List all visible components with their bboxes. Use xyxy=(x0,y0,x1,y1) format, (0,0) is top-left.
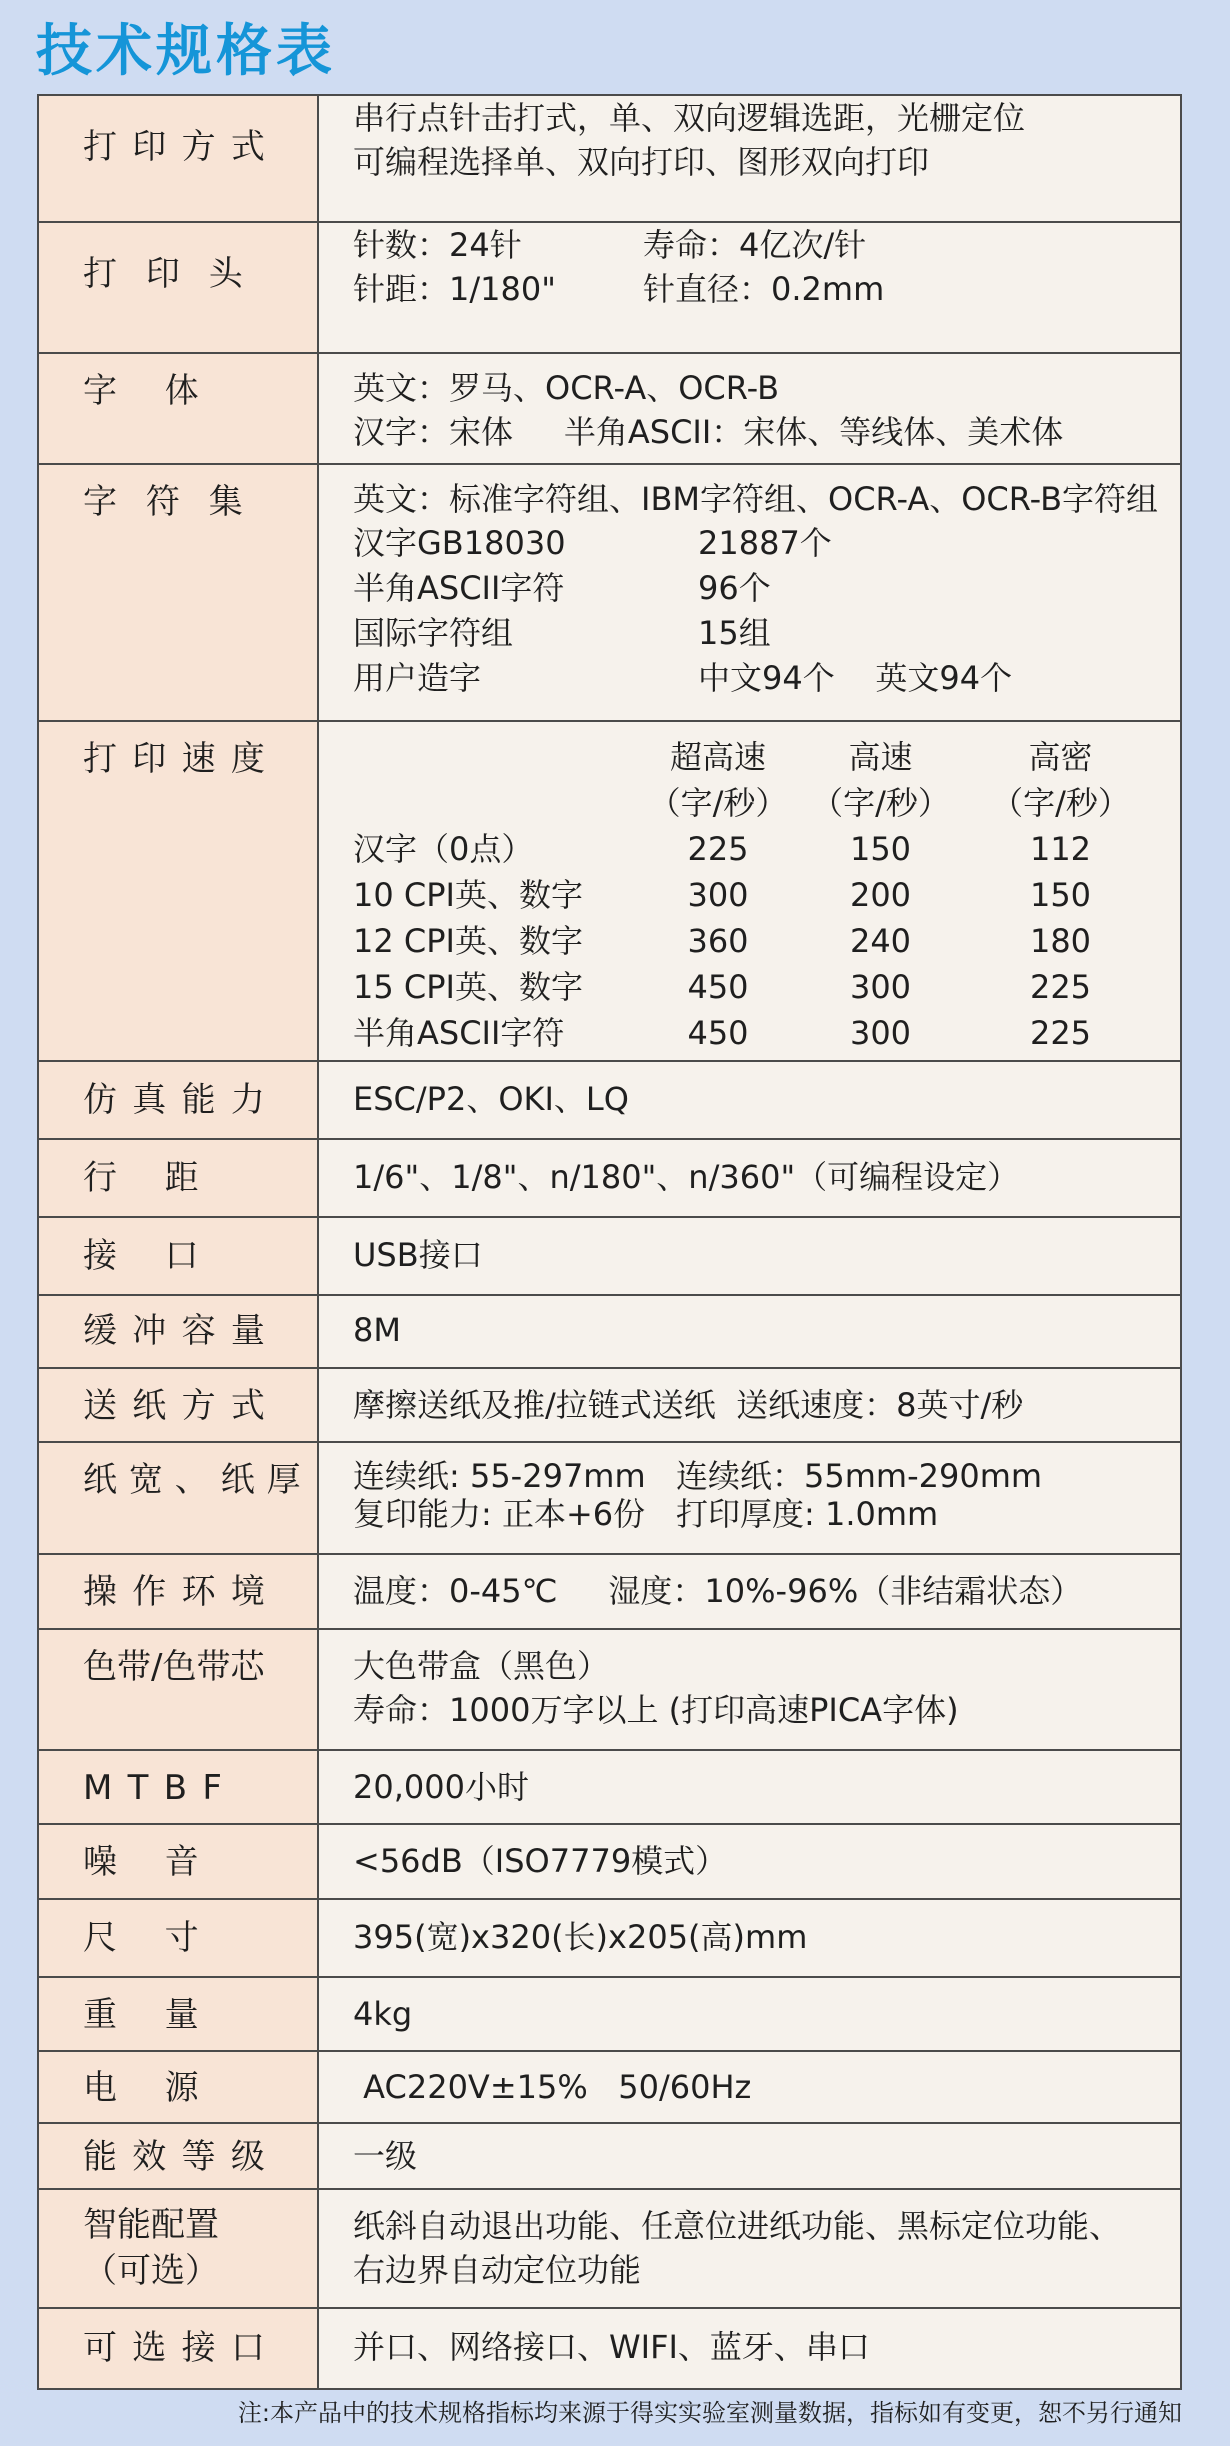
row-label-sub: （可选） xyxy=(83,2251,219,2291)
row-buffer xyxy=(38,1295,1181,1368)
row-label: 能效等级 xyxy=(83,2137,281,2177)
speed-row-label: 15 CPI英、数字 xyxy=(353,968,583,1006)
speed-value: 300 xyxy=(687,876,749,914)
row-value: 一级 xyxy=(353,2137,418,2175)
row-value: 连续纸: 55-297mm xyxy=(353,1457,646,1495)
row-value: <56dB（ISO7779模式） xyxy=(353,1842,728,1880)
row-label: 打印方式 xyxy=(83,127,281,167)
row-smart-config xyxy=(38,2189,1181,2308)
row-label: 纸宽、纸厚 xyxy=(83,1460,313,1500)
row-label: 打印速度 xyxy=(83,739,281,779)
charset-value: 中文94个 英文94个 xyxy=(698,659,1013,697)
row-value: 温度：0-45℃ 湿度：10%-96%（非结霜状态） xyxy=(353,1572,1083,1610)
charset-name: 半角ASCII字符 xyxy=(353,569,565,607)
row-label: 色带/色带芯 xyxy=(83,1647,265,1687)
row-label: 字体 xyxy=(83,371,247,411)
speed-header-unit: （字/秒） xyxy=(811,784,950,822)
row-value: 并口、网络接口、WIFI、蓝牙、串口 xyxy=(353,2328,870,2366)
row-label: 接口 xyxy=(83,1236,247,1276)
speed-value: 200 xyxy=(849,876,912,914)
row-label: 尺寸 xyxy=(83,1918,247,1958)
row-value: 8M xyxy=(353,1311,401,1349)
row-value: 针数：24针 xyxy=(353,226,522,264)
row-value: USB接口 xyxy=(353,1236,483,1274)
row-label: 可选接口 xyxy=(83,2328,281,2368)
row-charset xyxy=(38,464,1181,721)
row-value: 大色带盒（黑色） xyxy=(353,1647,610,1685)
row-label: 重量 xyxy=(83,1995,247,2035)
speed-table xyxy=(353,734,1180,1056)
row-value: 寿命：1000万字以上 (打印高速PICA字体) xyxy=(353,1691,959,1729)
charset-value: 15组 xyxy=(698,614,771,652)
row-value: 打印厚度: 1.0mm xyxy=(676,1495,939,1533)
row-value: 寿命：4亿次/针 xyxy=(643,226,867,264)
speed-value: 150 xyxy=(1029,876,1092,914)
speed-row-label: 10 CPI英、数字 xyxy=(353,876,583,914)
row-label: 仿真能力 xyxy=(83,1080,281,1120)
spec-table xyxy=(37,94,1182,2390)
speed-header: 超高速 xyxy=(669,738,766,776)
row-efficiency xyxy=(38,2123,1181,2189)
row-value: 摩擦送纸及推/拉链式送纸 送纸速度：8英寸/秒 xyxy=(353,1386,1024,1424)
row-print-speed xyxy=(38,721,1181,1061)
row-value: 连续纸：55mm-290mm xyxy=(676,1457,1043,1495)
row-environment xyxy=(38,1554,1181,1629)
footnote: 注:本产品中的技术规格指标均来源于得实实验室测量数据，指标如有变更，恕不另行通知 xyxy=(237,2399,1182,2427)
speed-value: 360 xyxy=(687,922,749,960)
row-value: 4kg xyxy=(353,1995,413,2033)
speed-value: 150 xyxy=(849,830,912,868)
row-value: 395(宽)x320(长)x205(高)mm xyxy=(353,1918,808,1956)
row-value: 1/6"、1/8"、n/180"、n/360"（可编程设定） xyxy=(353,1158,1020,1196)
row-value: 串行点针击打式，单、双向逻辑选距，光栅定位 xyxy=(353,99,1026,137)
row-value: 纸斜自动退出功能、任意位进纸功能、黑标定位功能、 xyxy=(353,2207,1122,2245)
row-line-spacing xyxy=(38,1139,1181,1217)
row-noise xyxy=(38,1824,1181,1899)
speed-header: 高速 xyxy=(848,738,913,776)
speed-value: 300 xyxy=(849,1014,912,1052)
row-value: 英文：标准字符组、IBM字符组、OCR-A、OCR-B字符组 xyxy=(353,480,1159,518)
charset-name: 国际字符组 xyxy=(353,614,514,652)
row-label: 打印头 xyxy=(83,254,272,294)
speed-value: 240 xyxy=(849,922,912,960)
row-value: 可编程选择单、双向打印、图形双向打印 xyxy=(353,143,930,181)
row-print-head xyxy=(38,222,1181,353)
row-emulation xyxy=(38,1061,1181,1139)
row-optional-interface xyxy=(38,2308,1181,2389)
row-value: 汉字：宋体 半角ASCII：宋体、等线体、美术体 xyxy=(353,413,1064,451)
row-font xyxy=(38,353,1181,464)
row-value: 右边界自动定位功能 xyxy=(353,2251,642,2289)
row-power xyxy=(38,2051,1181,2123)
page-title: 技术规格表 xyxy=(36,19,336,84)
speed-value: 300 xyxy=(849,968,912,1006)
speed-header: 高密 xyxy=(1028,738,1093,776)
row-value: ESC/P2、OKI、LQ xyxy=(353,1080,629,1118)
speed-value: 225 xyxy=(687,830,749,868)
speed-row-label: 12 CPI英、数字 xyxy=(353,922,583,960)
row-value: 英文：罗马、OCR-A、OCR-B xyxy=(353,369,780,407)
speed-value: 225 xyxy=(1029,1014,1092,1052)
row-interface xyxy=(38,1217,1181,1295)
row-value: 针距：1/180" xyxy=(353,270,556,308)
speed-header-unit: （字/秒） xyxy=(991,784,1130,822)
row-size xyxy=(38,1899,1181,1977)
row-print-method xyxy=(38,95,1181,222)
charset-name: 用户造字 xyxy=(353,659,482,697)
speed-row-label: 半角ASCII字符 xyxy=(353,1014,565,1052)
row-value: 针直径：0.2mm xyxy=(643,270,885,308)
speed-value: 112 xyxy=(1029,830,1092,868)
row-value: 复印能力: 正本+6份 xyxy=(353,1495,646,1533)
charset-name: 汉字GB18030 xyxy=(353,524,566,562)
row-label: 噪音 xyxy=(83,1842,247,1882)
speed-value: 450 xyxy=(687,1014,749,1052)
row-label: MTBF xyxy=(83,1768,238,1808)
row-value: AC220V±15% 50/60Hz xyxy=(353,2068,752,2106)
row-label: 行距 xyxy=(83,1158,247,1198)
charset-value: 21887个 xyxy=(698,524,832,562)
row-label: 送纸方式 xyxy=(83,1386,281,1426)
speed-value: 225 xyxy=(1029,968,1092,1006)
row-label: 智能配置 xyxy=(83,2205,219,2245)
row-label: 操作环境 xyxy=(83,1572,281,1612)
speed-header-unit: （字/秒） xyxy=(648,784,788,822)
row-mtbf xyxy=(38,1750,1181,1824)
row-paper-size xyxy=(38,1442,1181,1554)
row-paper-feed xyxy=(38,1368,1181,1442)
row-ribbon xyxy=(38,1629,1181,1750)
row-label: 字符集 xyxy=(83,482,272,522)
speed-value: 450 xyxy=(687,968,749,1006)
row-label: 电源 xyxy=(83,2068,247,2108)
row-value: 20,000小时 xyxy=(353,1768,529,1806)
charset-value: 96个 xyxy=(698,569,771,607)
speed-value: 180 xyxy=(1029,922,1092,960)
row-label: 缓冲容量 xyxy=(83,1311,281,1351)
row-weight xyxy=(38,1977,1181,2051)
speed-row-label: 汉字（0点） xyxy=(353,830,534,868)
